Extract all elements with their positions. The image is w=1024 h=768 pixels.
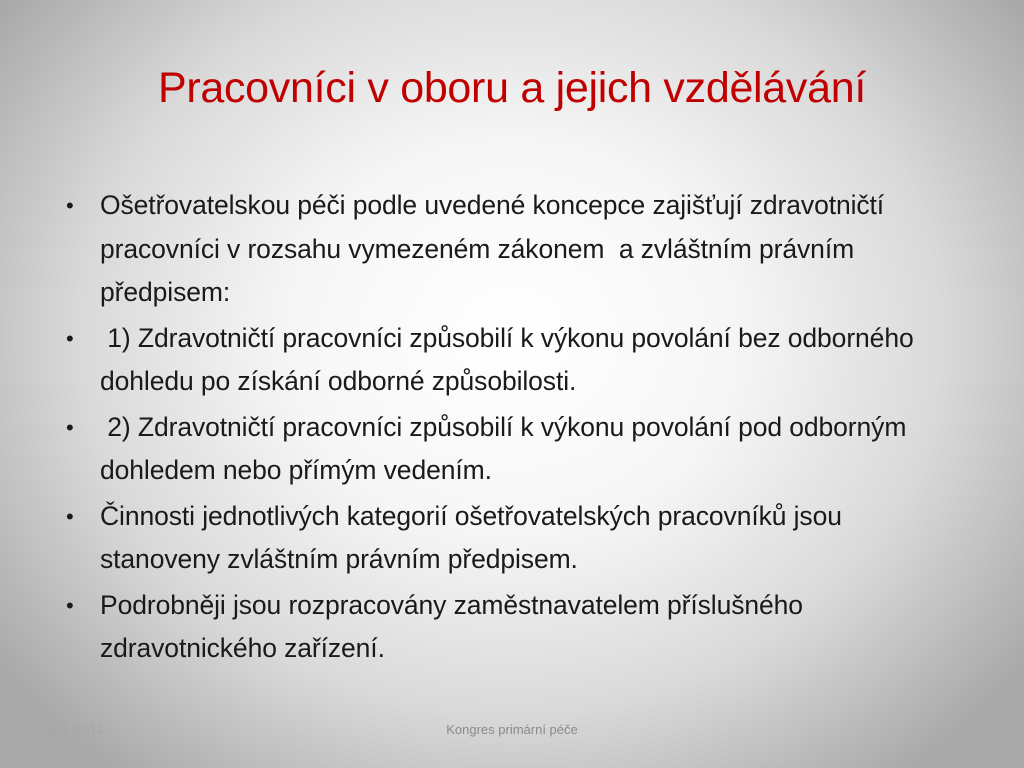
bullet-list — [62, 184, 942, 673]
bullet-text: 2) Zdravotničtí pracovníci způsobilí k výkonu povolání pod odborným dohledem nebo přímým vedením. — [100, 411, 914, 485]
bullet-dot-icon: • — [66, 503, 74, 529]
bullet-dot-icon: • — [66, 193, 74, 218]
footer-title: Kongres primární péče — [446, 722, 578, 737]
bullet-item — [62, 406, 942, 493]
bullet-text: 1) Zdravotničtí pracovníci způsobilí k výkonu povolání bez odborného dohledu po získání odborné způsobilosti. — [100, 322, 921, 396]
bullet-text: Ošetřovatelskou péči podle uvedené koncepce zajišťují zdravotničtí pracovníci v rozsahu vymezeném zákonem a zvláštním právním předpisem: — [100, 190, 892, 307]
footer-date: 6. 6. 2014 — [46, 722, 104, 737]
bullet-dot-icon: • — [66, 592, 74, 618]
bullet-dot-icon: • — [66, 325, 74, 351]
bullet-item — [62, 584, 942, 671]
bullet-text: Činnosti jednotlivých kategorií ošetřovatelských pracovníků jsou stanoveny zvláštním právním předpisem. — [100, 500, 850, 574]
bullet-text: Podrobněji jsou rozpracovány zaměstnavatelem příslušného zdravotnického zařízení. — [100, 589, 811, 663]
bullet-dot-icon: • — [66, 414, 74, 440]
bullet-item — [62, 495, 942, 582]
bullet-item — [62, 184, 942, 315]
bullet-item — [62, 317, 942, 404]
slide-title: Pracovníci v oboru a jejich vzdělávání — [157, 64, 867, 112]
